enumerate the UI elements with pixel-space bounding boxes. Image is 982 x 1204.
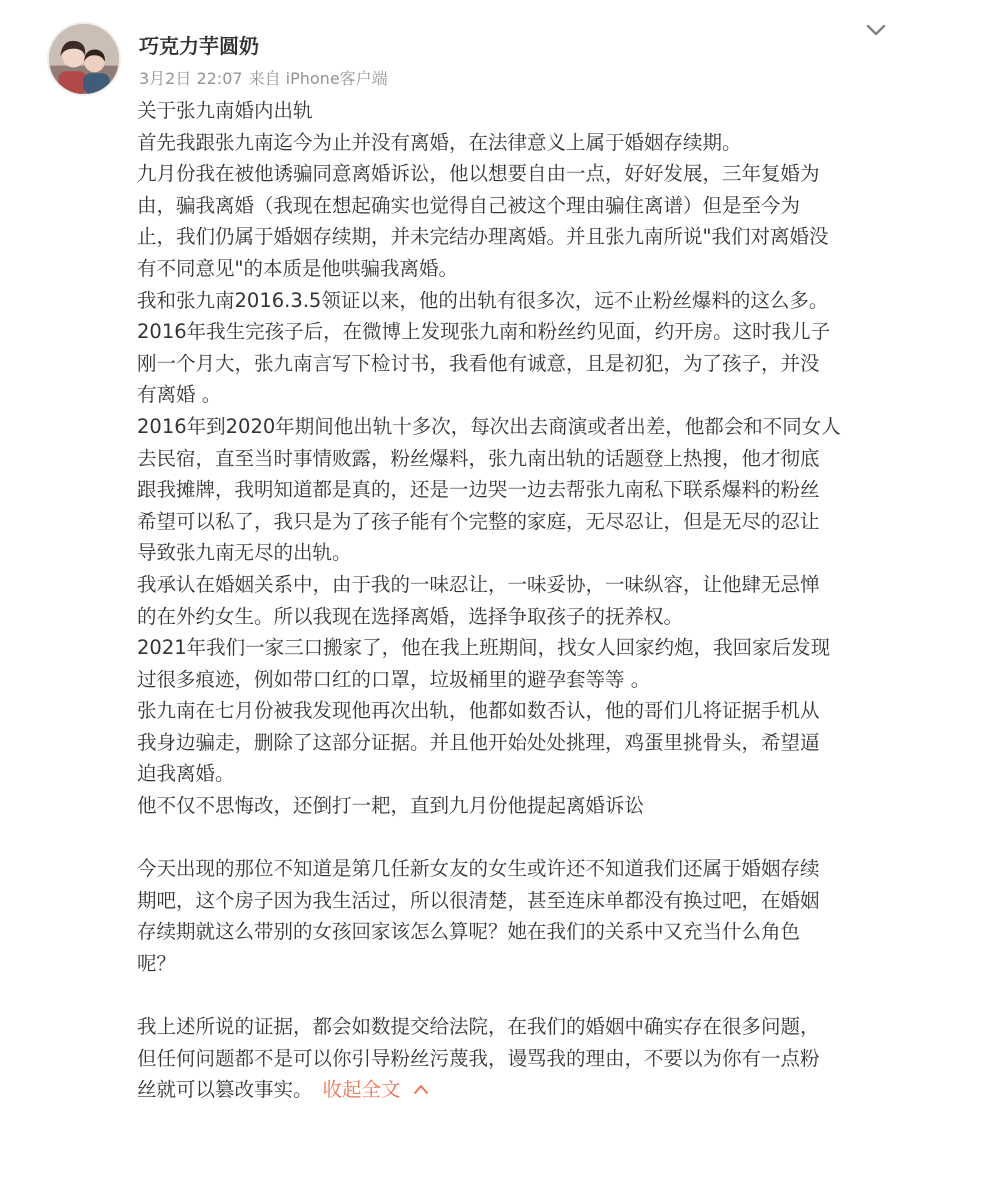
avatar-photo-icon <box>49 24 119 94</box>
post-paragraph-text: 我上述所说的证据，都会如数提交给法院，在我们的婚姻中确实存在很多问题， 但任何问题都不是可以你引导粉丝污蔑我，谩骂我的理由，不要以为你有一点粉 丝就可以篡改事实。 <box>137 1015 820 1102</box>
post-menu-button[interactable] <box>862 16 890 44</box>
post-paragraph: 关于张九南婚内出轨 <box>137 99 313 122</box>
post-paragraph: 九月份我在被他诱骗同意离婚诉讼，他以想要自由一点，好好发展，三年复婚为 由，骗我离婚（我现在想起确实也觉得自己被这个理由骗住离谱）但是至今为 止，我们仍属于婚姻存续期，并未完结办理离婚。并且张九南所说"我们对离婚没 有不同意见"的本质是他哄骗我离婚。 <box>137 162 829 280</box>
post-paragraph: 我和张九南2016.3.5领证以来，他的出轨有很多次，远不止粉丝爆料的这么多。 <box>137 288 829 312</box>
post-paragraph: 今天出现的那位不知道是第几任新女友的女生或许还不知道我们还属于婚姻存续 期吧，这个房子因为我生活过，所以很清楚，甚至连床单都没有换过吧，在婚姻 存续期就这么带别的女孩回家该怎么算呢？她在我们的关系中又充当什么角色 呢？ <box>137 857 820 976</box>
post-paragraph: 张九南在七月份被我发现他再次出轨，他都如数否认，他的哥们儿将证据手机从 我身边骗走，删除了这部分证据。并且他开始处处挑理，鸡蛋里挑骨头，希望逼 迫我离婚。 <box>137 699 820 786</box>
post-paragraph: 我承认在婚姻关系中，由于我的一味忍让，一味妥协，一味纵容，让他肆无忌惮 的在外约女生。所以我现在选择离婚，选择争取孩子的抚养权。 <box>137 572 820 628</box>
user-avatar[interactable] <box>47 22 121 96</box>
collapse-button[interactable] <box>413 1083 429 1095</box>
post-paragraph: 2016年到2020年期间他出轨十多次，每次出去商演或者出差，他都会和不同女人 去民宿，直至当时事情败露，粉丝爆料，张九南出轨的话题登上热搜，他才彻底 跟我摊牌，我明知道都是真的，还是一边哭一边去帮张九南私下联系爆料的粉丝 希望可以私了，我只是为了孩子能有个完整的家庭，无尽忍让，但是无尽的忍让 导致张九南无尽的出轨。 <box>137 414 841 565</box>
post-paragraph: 他不仅不思悔改，还倒打一耙，直到九月份他提起离婚诉讼 <box>137 794 645 818</box>
post-source: 来自 iPhone客户端 <box>248 69 388 88</box>
collapse-full-text-link[interactable]: 收起全文 <box>322 1078 401 1102</box>
post-paragraph: 2016年我生完孩子后，在微博上发现张九南和粉丝约见面，约开房。这时我儿子 刚一个月大，张九南言写下检讨书，我看他有诚意，且是初犯，为了孩子，并没 有离婚 。 <box>137 320 831 407</box>
post-body <box>137 95 907 1106</box>
chevron-up-icon <box>413 1083 429 1095</box>
post-paragraph-last <box>137 1011 907 1106</box>
post-author-name[interactable]: 巧克力芋圆奶 <box>139 34 259 58</box>
chevron-down-icon <box>862 16 890 44</box>
post-paragraph: 2021年我们一家三口搬家了，他在我上班期间，找女人回家约炮，我回家后发现 过很多痕迹，例如带口红的口罩，垃圾桶里的避孕套等等 。 <box>137 636 831 691</box>
post-timestamp[interactable]: 3月2日 22:07 <box>139 69 243 88</box>
post-paragraph: 首先我跟张九南迄今为止并没有离婚，在法律意义上属于婚姻存续期。 <box>137 130 742 154</box>
post-meta <box>139 66 388 89</box>
